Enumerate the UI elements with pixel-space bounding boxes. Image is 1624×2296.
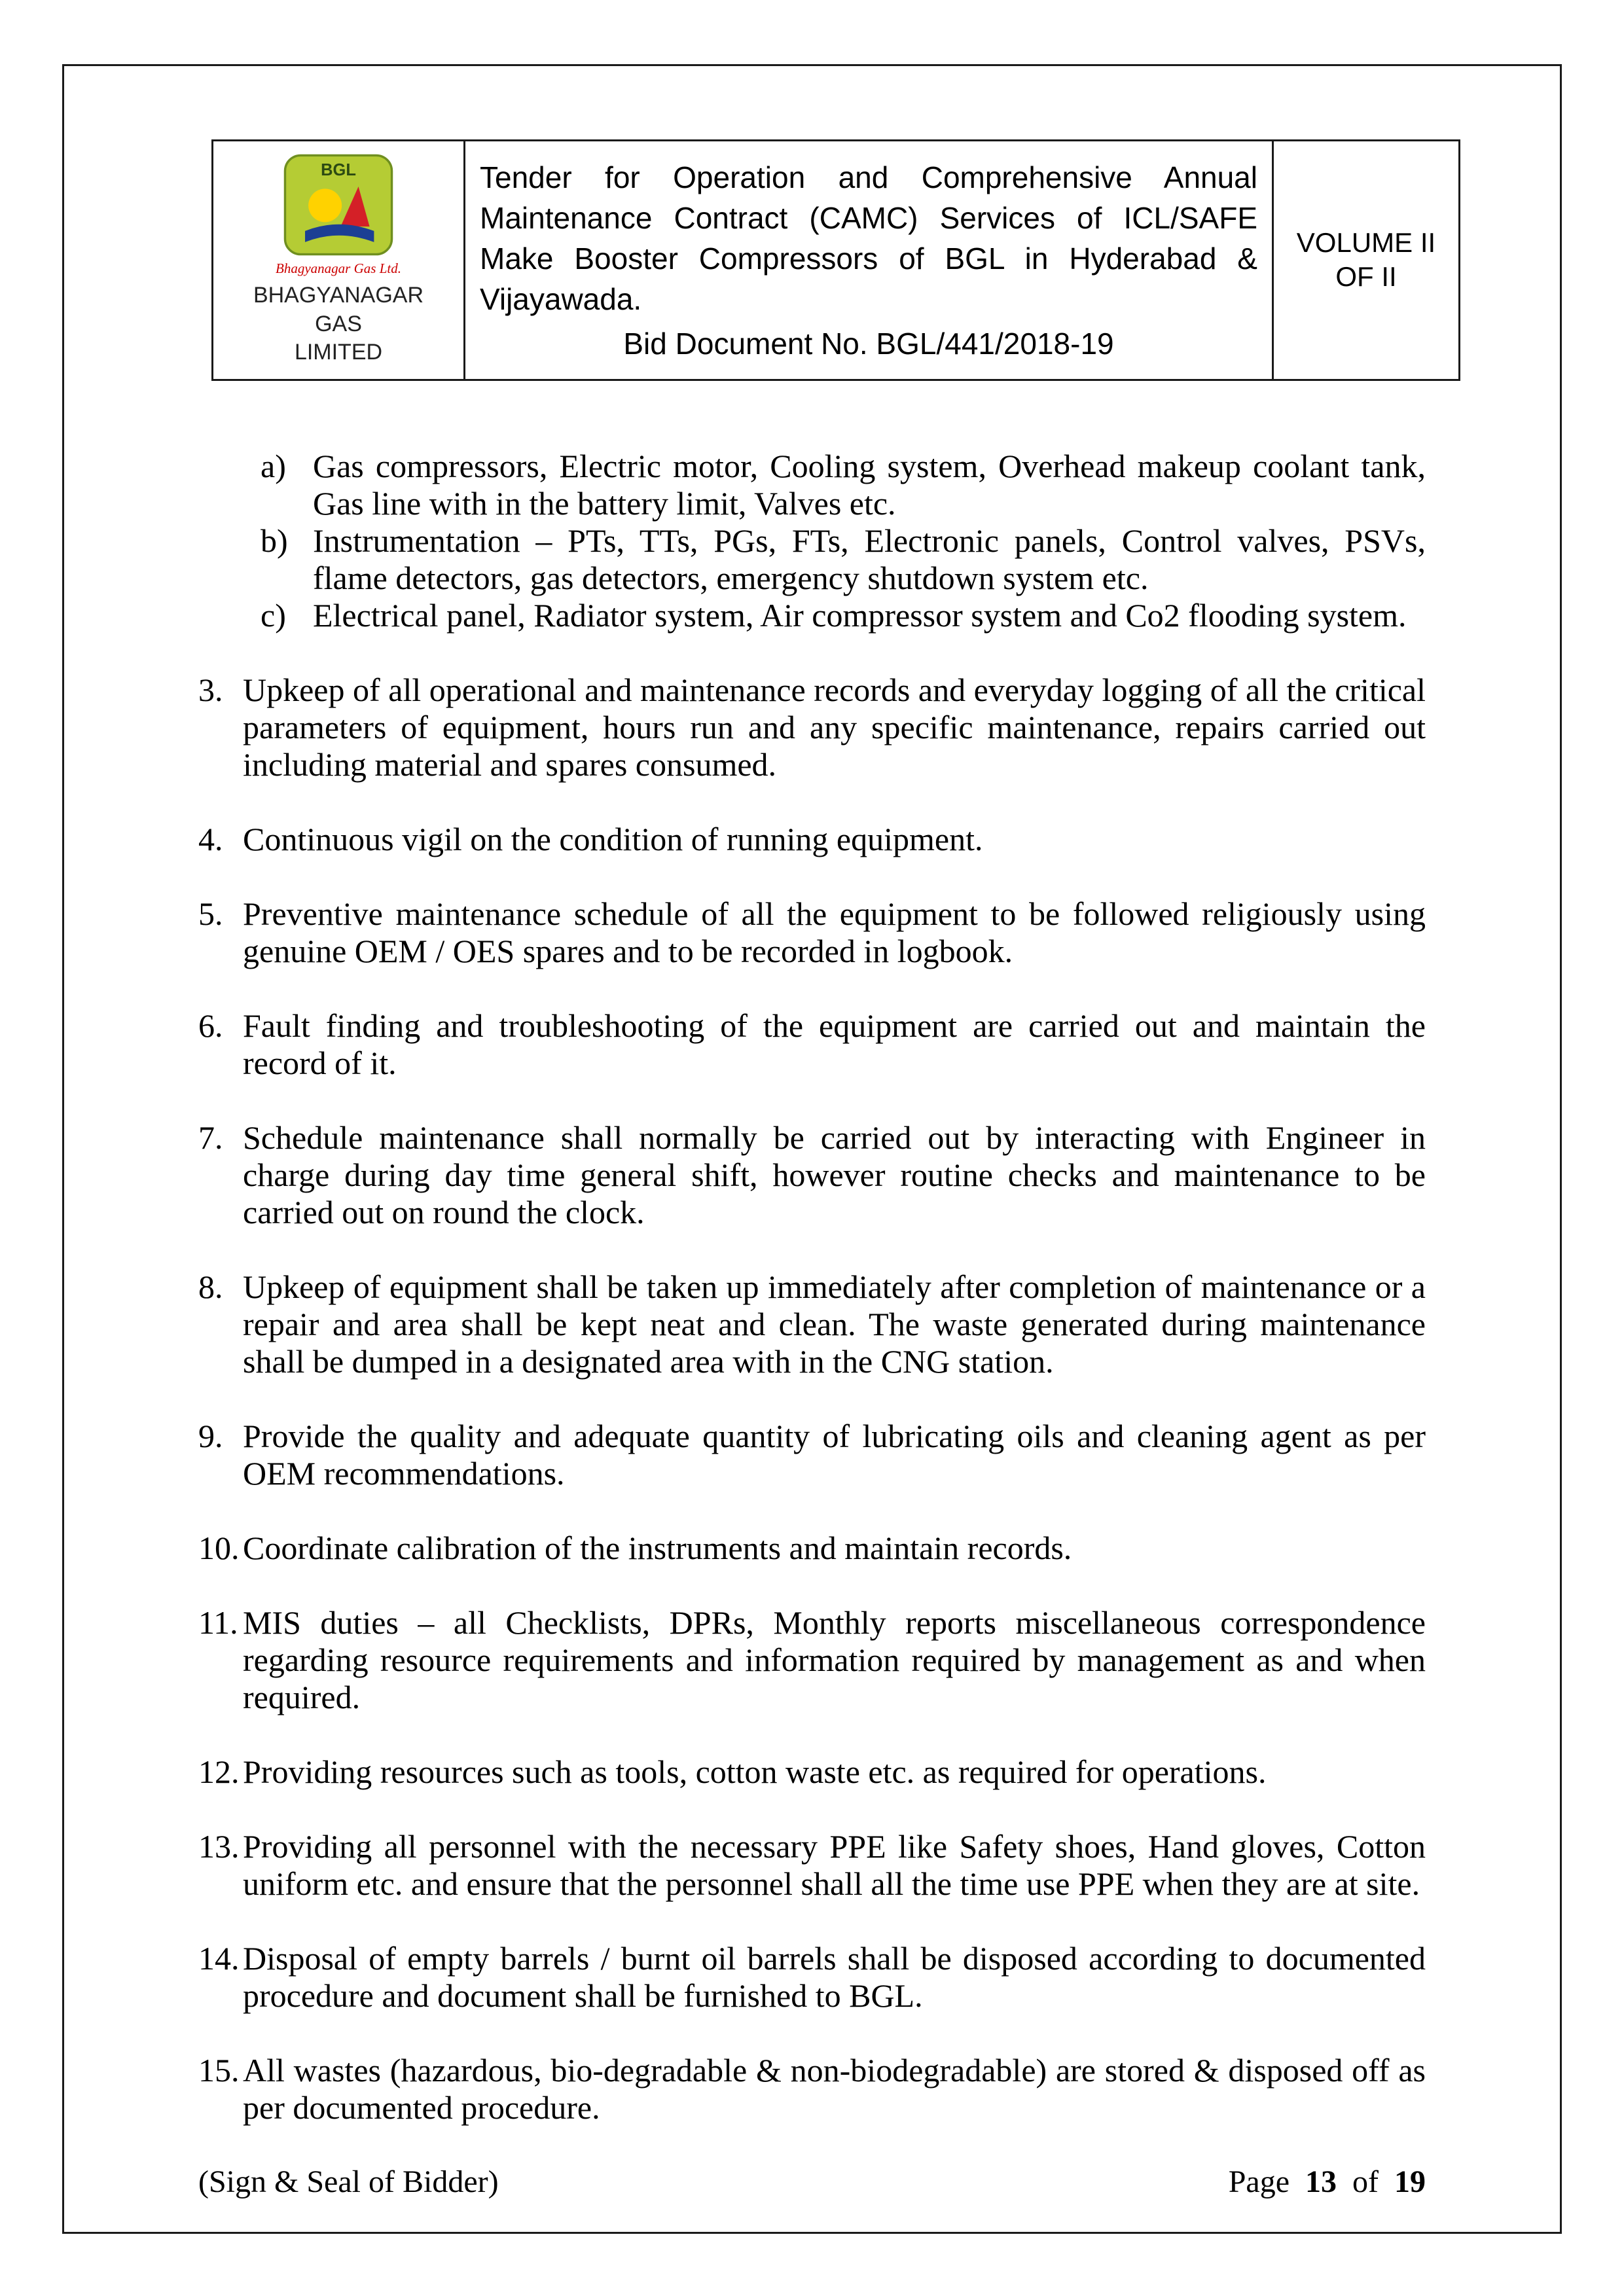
volume-line2: OF II — [1335, 261, 1397, 293]
current-page-number: 13 — [1305, 2164, 1337, 2199]
sub-item-text: Electrical panel, Radiator system, Air compressor system and Co2 flooding system. — [313, 596, 1407, 634]
sub-item-text: Gas compressors, Electric motor, Cooling system, Overhead makeup coolant tank, Gas line with in the battery limit, Valves etc. — [313, 447, 1426, 522]
logo-caption: Bhagyanagar Gas Ltd. — [276, 260, 401, 276]
item-number: 11. — [198, 1604, 238, 1641]
sub-item-label: a) — [261, 447, 286, 484]
page-number-indicator — [1229, 2164, 1426, 2200]
item-number: 5. — [198, 895, 223, 932]
sub-item-text: Instrumentation – PTs, TTs, PGs, FTs, Electronic panels, Control valves, PSVs, flame detectors, gas detectors, emergency shutdown system etc. — [313, 522, 1426, 596]
tender-title: Tender for Operation and Comprehensive Annual Maintenance Contract (CAMC) Services of ICL/SAFE Make Booster Compressors of BGL in Hyderabad & Vijayawada. — [480, 160, 1257, 317]
item-text: All wastes (hazardous, bio-degradable & non-biodegradable) are stored & disposed off as per documented procedure. — [243, 2051, 1426, 2126]
item-text: MIS duties – all Checklists, DPRs, Monthly reports miscellaneous correspondence regarding resource requirements and information required by management as and when required. — [243, 1604, 1426, 1715]
item-text: Disposal of empty barrels / burnt oil barrels shall be disposed according to documented procedure and document shall be furnished to BGL. — [243, 1939, 1426, 2014]
item-text: Coordinate calibration of the instruments and maintain records. — [243, 1529, 1072, 1566]
page-footer — [198, 2164, 1426, 2200]
item-number: 8. — [198, 1268, 223, 1305]
sub-item-label: c) — [261, 596, 286, 634]
item-text: Providing all personnel with the necessary PPE like Safety shoes, Hand gloves, Cotton uniform etc. and ensure that the personnel shall all the time use PPE when they are at site. — [243, 1827, 1426, 1902]
item-text: Upkeep of equipment shall be taken up immediately after completion of maintenance or a repair and area shall be kept neat and clean. The waste generated during maintenance shall be dumped in a designated area with in the CNG station. — [243, 1268, 1426, 1380]
item-number: 3. — [198, 671, 223, 708]
bid-document-no: Bid Document No. BGL/441/2018-19 — [623, 327, 1114, 361]
list-item-7 — [198, 1119, 1426, 1231]
item-text: Schedule maintenance shall normally be carried out by interacting with Engineer in charge during day time general shift, however routine checks and maintenance to be carried out on round the clock. — [243, 1119, 1426, 1230]
list-item-9 — [198, 1418, 1426, 1492]
item-text: Upkeep of all operational and maintenance records and everyday logging of all the critical parameters of equipment, hours run and any specific maintenance, repairs carried out including material and spares consumed. — [243, 671, 1426, 783]
item-number: 15. — [198, 2051, 240, 2089]
company-name-line1: BHAGYANAGAR GAS — [253, 283, 424, 336]
total-page-number: 19 — [1394, 2164, 1426, 2199]
sub-item-a — [198, 448, 1426, 522]
sun-icon — [308, 188, 342, 222]
sub-item-c — [198, 597, 1426, 634]
item-text: Providing resources such as tools, cotton waste etc. as required for operations. — [243, 1753, 1267, 1790]
volume-label — [1288, 226, 1444, 294]
list-item-13 — [198, 1828, 1426, 1903]
volume-line1: VOLUME II — [1296, 227, 1436, 259]
item-number: 7. — [198, 1119, 223, 1156]
sign-seal-note: (Sign & Seal of Bidder) — [198, 2164, 499, 2199]
logo-cell — [213, 141, 465, 380]
item-number: 14. — [198, 1939, 240, 1977]
list-item-5 — [198, 895, 1426, 970]
of-word: of — [1352, 2164, 1379, 2199]
list-item-11 — [198, 1604, 1426, 1716]
list-item-8 — [198, 1268, 1426, 1380]
list-item-4 — [198, 821, 1426, 858]
list-item-10 — [198, 1530, 1426, 1567]
item-number: 9. — [198, 1417, 223, 1454]
document-body — [198, 448, 1426, 2126]
bgl-logo-icon — [283, 153, 394, 257]
title-cell — [465, 141, 1273, 380]
logo-brand-letters: BGL — [321, 160, 356, 179]
item-text: Continuous vigil on the condition of running equipment. — [243, 820, 983, 857]
item-text: Fault finding and troubleshooting of the equipment are carried out and maintain the record of it. — [243, 1007, 1426, 1081]
company-name — [228, 281, 449, 367]
company-name-line2: LIMITED — [294, 340, 383, 365]
item-text: Provide the quality and adequate quantity of lubricating oils and cleaning agent as per OEM recommendations. — [243, 1417, 1426, 1492]
sub-item-list — [198, 448, 1426, 634]
item-number: 6. — [198, 1007, 223, 1044]
item-number: 13. — [198, 1827, 240, 1865]
list-item-15 — [198, 2052, 1426, 2126]
item-number: 12. — [198, 1753, 240, 1790]
list-item-6 — [198, 1007, 1426, 1082]
item-number: 4. — [198, 820, 223, 857]
page-word: Page — [1228, 2164, 1290, 2199]
list-item-12 — [198, 1753, 1426, 1791]
item-text: Preventive maintenance schedule of all the equipment to be followed religiously using genuine OEM / OES spares and to be recorded in logbook. — [243, 895, 1426, 969]
sub-item-b — [198, 522, 1426, 597]
list-item-14 — [198, 1940, 1426, 2015]
page-border-frame — [62, 64, 1562, 2234]
sub-item-label: b) — [261, 522, 288, 559]
list-item-3 — [198, 672, 1426, 783]
volume-cell — [1273, 141, 1460, 380]
item-number: 10. — [198, 1529, 240, 1566]
document-header-table — [211, 139, 1460, 381]
